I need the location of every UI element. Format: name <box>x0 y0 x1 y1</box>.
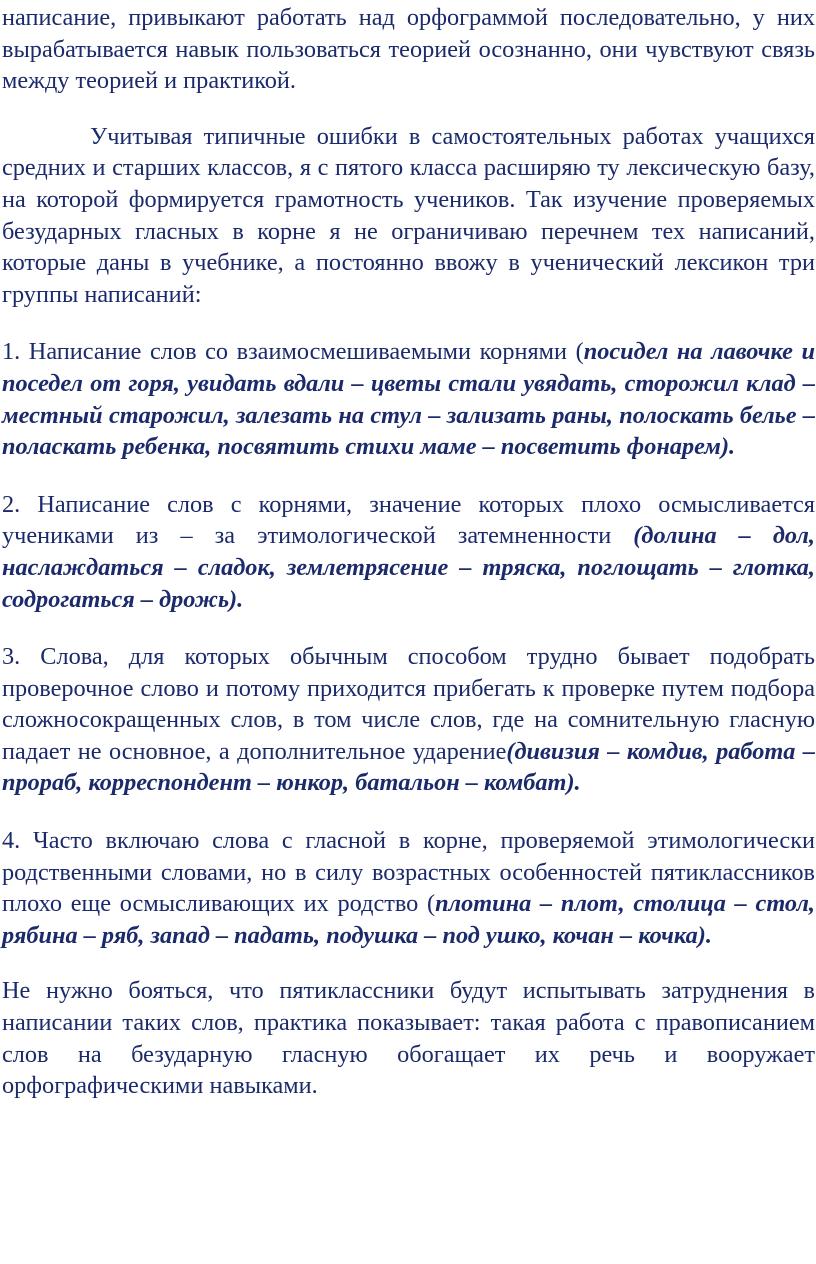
list-item-text: 1. Написание слов со взаимосмешиваемыми корнями ( <box>2 338 584 366</box>
list-item-1 <box>2 336 815 462</box>
list-item-3 <box>2 641 815 799</box>
list-item-examples: (дивизия – комдив, работа – прораб, корреспондент – юнкор, батальон – комбат). <box>2 737 815 797</box>
context-paragraph: Учитывая типичные ошибки в самостоятельных работах учащихся средних и старших классов, я с пятого класса расширяю ту лексическую базу, на которой формируется грамотность учеников. Так изучение проверяемых безударных гласных в корне я не ограничиваю перечнем тех написаний, которые даны в учебнике, а постоянно ввожу в ученический лексикон три группы написаний: <box>2 122 815 308</box>
list-item-examples: посидел на лавочке и поседел от горя, увидать вдали – цветы стали увядать, сторожил клад – местный старожил, залезать на стул – зализать раны, полоскать белье – поласкать ребенка, посвятить стихи маме – посветить фонарем). <box>2 338 815 461</box>
list-item-text: 2. Написание слов с корнями, значение которых плохо осмысливается учениками из – за этимологической затемненности <box>2 490 815 550</box>
conclusion-paragraph: Не нужно бояться, что пятиклассники будут испытывать затруднения в написании таких слов, практика показывает: такая работа с правописанием слов на безударную гласную обогащает их речь и вооружает орфографическими навыками. <box>2 977 815 1100</box>
list-item-4 <box>2 825 815 951</box>
list-item-examples: плотина – плот, столица – стол, рябина – ряб, запад – падать, подушка – под ушко, кочан – кочка). <box>2 890 815 949</box>
list-item-text: 3. Слова, для которых обычным способом трудно бывает подобрать проверочное слово и потому приходится прибегать к проверке путем подбора сложносокращенных слов, в том числе слов, где на сомнительную гласную падает не основное, а дополнительное ударение <box>2 643 815 765</box>
list-item-text: 4. Часто включаю слова с гласной в корне, проверяемой этимологически родственными словами, но в силу возрастных особенностей пятиклассников плохо еще осмысливающих их родство ( <box>2 827 815 918</box>
list-item-2 <box>2 489 815 615</box>
intro-paragraph: написание, привыкают работать над орфограммой последовательно, у них вырабатывается навык пользоваться теорией осознанно, они чувствуют связь между теорией и практикой. <box>2 4 815 95</box>
list-item-examples: (долина – дол, наслаждаться – сладок, землетрясение – тряска, поглощать – глотка, содрогаться – дрожь). <box>2 522 815 613</box>
